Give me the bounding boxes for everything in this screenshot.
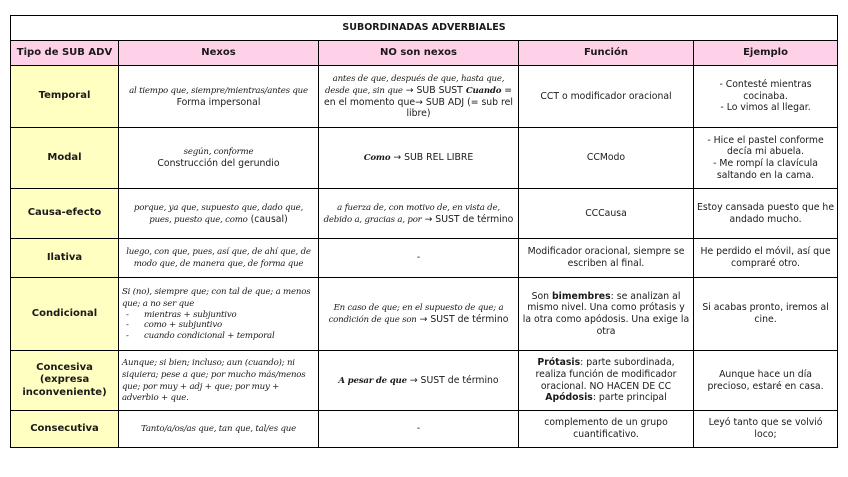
nexos-italic: luego, con que, pues, así que, de ahí que, de modo que, de manera que, de forma que — [126, 247, 311, 269]
ejemplo-line: - Hice el pastel conforme decía mi abuela. — [707, 134, 824, 158]
funcion-cell: Modificador oracional, siempre se escriben al final. — [519, 239, 694, 278]
no-nexos-plain-2: = en el momento que→ SUB ADJ (= sub rel libre) — [324, 84, 513, 120]
row-ilativa — [11, 239, 838, 278]
nexos-list-item: - cuando condicional + temporal — [122, 331, 315, 342]
funcion-cell — [519, 351, 694, 411]
no-nexos-italic-2: Cuando — [465, 85, 502, 96]
nexos-cell — [119, 411, 319, 448]
type-cell: Condicional — [11, 278, 119, 351]
no-nexos-italic: a fuerza de, con motivo de, en vista de, debido a, gracias a, por — [323, 202, 500, 225]
no-nexos-italic: antes de que, después de que, hasta que, desde que, sin que — [324, 74, 505, 96]
no-nexos-plain: → SUST de término — [419, 314, 509, 325]
nexos-cell — [119, 278, 319, 351]
no-nexos-plain: → SUST de término — [424, 213, 514, 225]
funcion-cell: CCCausa — [519, 189, 694, 239]
type-cell: Modal — [11, 128, 119, 189]
type-cell: Ilativa — [11, 239, 119, 278]
nexos-italic: al tiempo que, siempre/mientras/antes que — [129, 85, 308, 96]
nexos-cell — [119, 189, 319, 239]
row-causa-efecto — [11, 189, 838, 239]
no-nexos-cell — [319, 66, 519, 128]
nexos-list-item: - como + subjuntivo — [122, 320, 315, 331]
no-nexos-plain: → SUST de término — [409, 374, 499, 386]
ejemplo-line: - Contesté mientras cocinaba. — [719, 79, 812, 102]
no-nexos-italic: En caso de que; en el supuesto de que; a condición de que son — [328, 303, 504, 325]
no-nexos-cell — [319, 351, 519, 411]
ejemplo-cell — [694, 128, 838, 189]
no-nexos-cell — [319, 189, 519, 239]
ejemplo-cell: Si acabas pronto, iremos al cine. — [694, 278, 838, 351]
type-cell: Causa-efecto — [11, 189, 119, 239]
type-cell: Consecutiva — [11, 411, 119, 448]
nexos-cell — [119, 239, 319, 278]
no-nexos-plain: → SUB REL LIBRE — [393, 152, 474, 164]
funcion-bold: Apódosis — [545, 392, 593, 404]
ejemplo-line: - Lo vimos al llegar. — [720, 102, 811, 114]
header-row — [11, 41, 838, 66]
ejemplo-cell: Leyó tanto que se volvió loco; — [694, 411, 838, 448]
type-cell: Temporal — [11, 66, 119, 128]
nexos-italic: según, conforme — [183, 147, 254, 158]
nexos-cell — [119, 351, 319, 411]
nexos-italic: Tanto/a/os/as que, tan que, tal/es que — [141, 424, 296, 435]
nexos-italic: Si (no), siempre que; con tal de que; a menos que; a no ser que — [122, 287, 311, 309]
header-ejemplo: Ejemplo — [694, 41, 838, 66]
header-nexos: Nexos — [119, 41, 319, 66]
header-funcion: Función — [519, 41, 694, 66]
nexos-italic: porque, ya que, supuesto que, dado que, pues, puesto que, como — [133, 202, 304, 225]
table-title: SUBORDINADAS ADVERBIALES — [11, 16, 838, 41]
funcion-text: : parte subordinada, realiza función de modificador oracional. NO HACEN DE CC — [535, 357, 677, 392]
row-temporal — [11, 66, 838, 128]
no-nexos-cell: - — [319, 239, 519, 278]
header-tipo: Tipo de SUB ADV — [11, 41, 119, 66]
funcion-cell: CCT o modificador oracional — [519, 66, 694, 128]
funcion-bold: Prótasis — [537, 357, 581, 369]
type-cell: Concesiva (expresa inconveniente) — [11, 351, 119, 411]
row-consecutiva — [11, 411, 838, 448]
header-no-nexos: NO son nexos — [319, 41, 519, 66]
ejemplo-cell: Estoy cansada puesto que he andado mucho. — [694, 189, 838, 239]
ejemplo-line: - Me rompí la clavícula saltando en la cama. — [713, 158, 818, 181]
nexos-italic: Aunque; si bien; incluso; aun (cuando); ni siquiera; pese a que; por mucho más/menos que; por muy + adj + que; por muy + adverbio + que. — [122, 358, 306, 404]
no-nexos-cell — [319, 278, 519, 351]
no-nexos-cell — [319, 128, 519, 189]
row-condicional — [11, 278, 838, 351]
nexos-list-item: - mientras + subjuntivo — [122, 310, 315, 321]
row-concesiva — [11, 351, 838, 411]
row-modal — [11, 128, 838, 189]
nexos-cell — [119, 128, 319, 189]
funcion-cell: CCModo — [519, 128, 694, 189]
no-nexos-plain: → SUB SUST — [405, 84, 463, 96]
funcion-text: : parte principal — [592, 392, 667, 404]
no-nexos-italic: Como — [363, 153, 391, 164]
no-nexos-italic: A pesar de que — [338, 375, 407, 386]
nexos-cell — [119, 66, 319, 128]
funcion-cell — [519, 278, 694, 351]
funcion-bold: bimembres — [552, 290, 611, 302]
nexos-plain: (causal) — [250, 213, 288, 225]
ejemplo-cell: Aunque hace un día precioso, estaré en casa. — [694, 351, 838, 411]
ejemplo-cell: He perdido el móvil, así que compraré otro. — [694, 239, 838, 278]
funcion-cell: complemento de un grupo cuantificativo. — [519, 411, 694, 448]
ejemplo-cell — [694, 66, 838, 128]
funcion-post: : se analizan al mismo nivel. Una como prótasis y la otra como apódosis. Una exige la otra — [522, 290, 690, 337]
nexos-plain: Construcción del gerundio — [157, 158, 280, 170]
nexos-plain: Forma impersonal — [176, 96, 261, 108]
no-nexos-cell: - — [319, 411, 519, 448]
funcion-pre: Son — [531, 290, 550, 302]
subordinadas-table — [10, 15, 838, 448]
